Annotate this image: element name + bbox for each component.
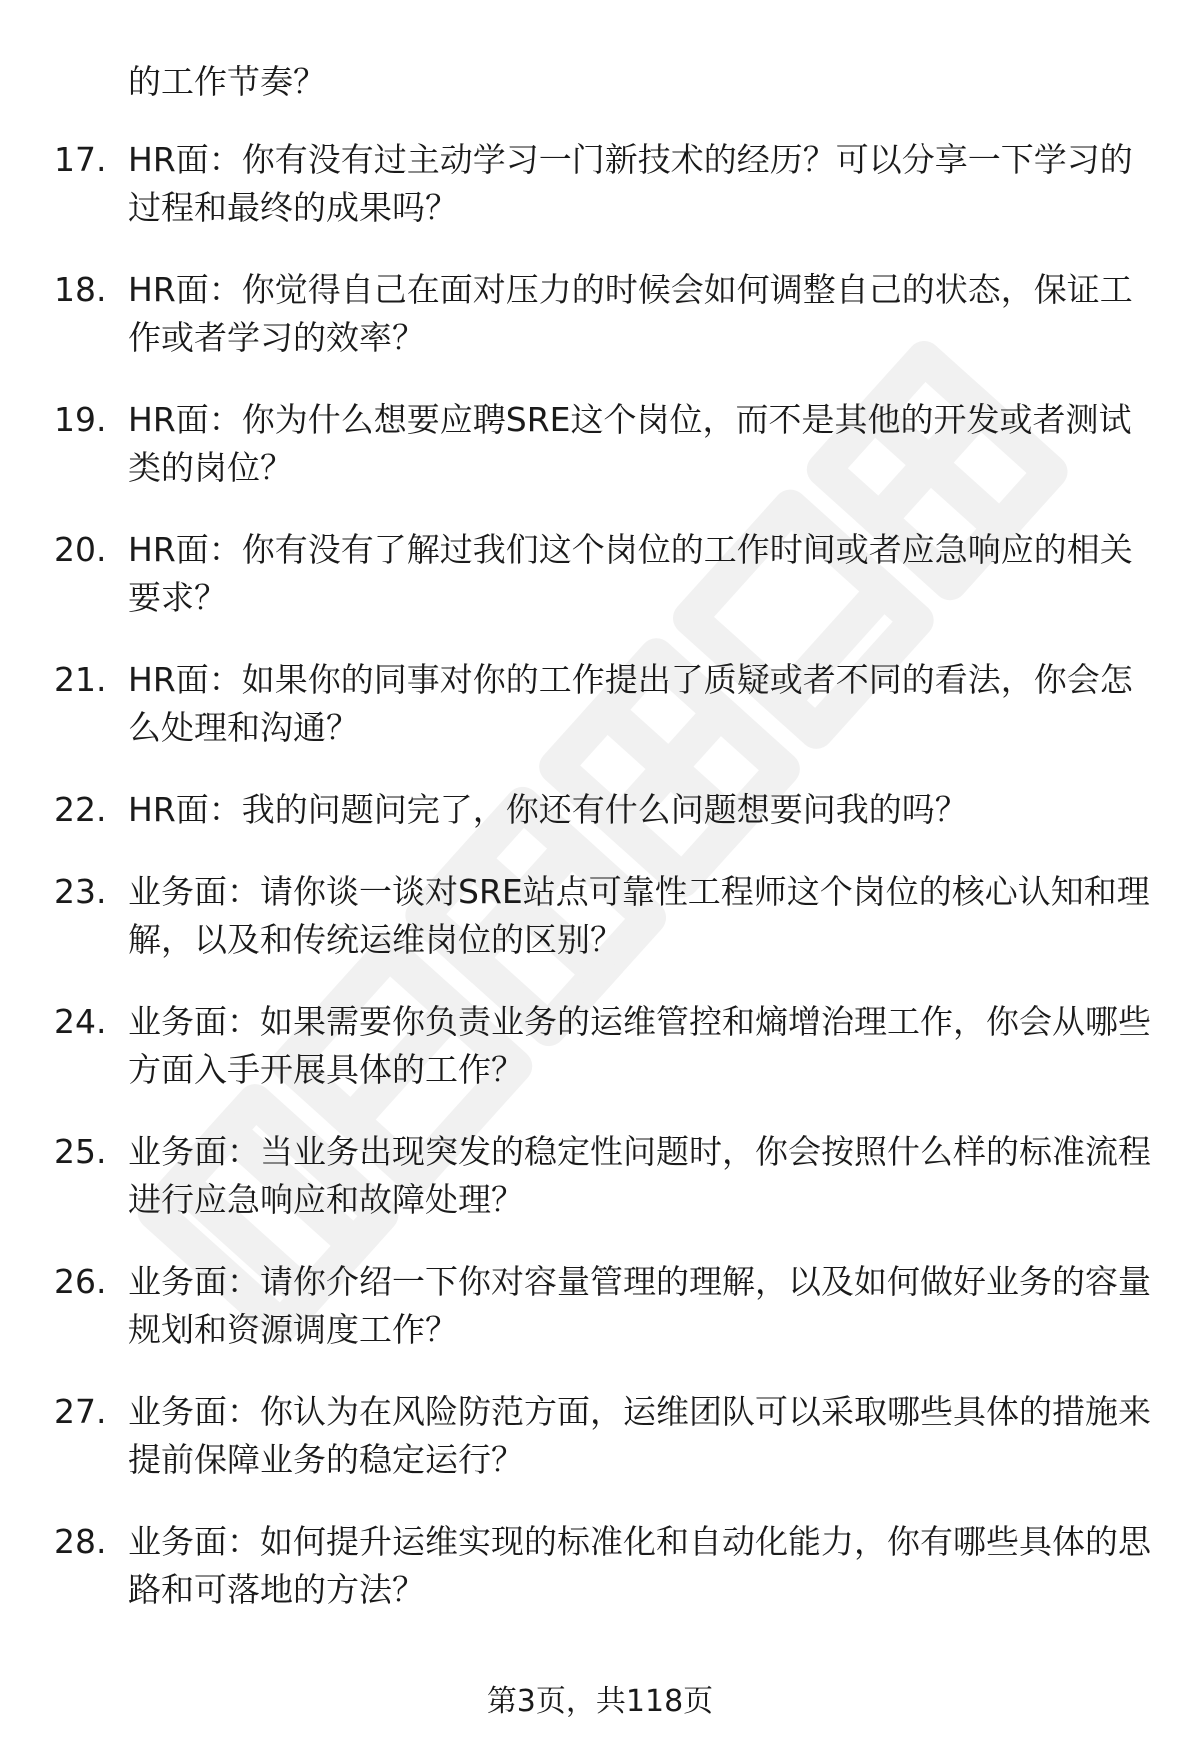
question-text: HR面：如果你的同事对你的工作提出了质疑或者不同的看法，你会怎么处理和沟通？ [128,660,1133,747]
question-number: 19. [54,400,107,439]
question-text: 业务面：如何提升运维实现的标准化和自动化能力，你有哪些具体的思路和可落地的方法？ [128,1522,1151,1609]
question-text: HR面：你为什么想要应聘SRE这个岗位，而不是其他的开发或者测试类的岗位？ [128,400,1132,487]
question-number: 21. [54,660,107,699]
page-footer: 第3页，共118页 [486,1684,714,1719]
question-number: 28. [54,1522,107,1561]
question-text: HR面：你觉得自己在面对压力的时候会如何调整自己的状态，保证工作或者学习的效率？ [128,270,1133,357]
question-number: 20. [54,530,107,569]
question-text: HR面：我的问题问完了，你还有什么问题想要问我的吗？ [128,790,968,829]
question-number: 27. [54,1392,107,1431]
question-number: 17. [54,140,107,179]
question-list [0,136,1200,1648]
question-text: 业务面：请你谈一谈对SRE站点可靠性工程师这个岗位的核心认知和理解，以及和传统运维岗位的区别？ [128,872,1150,959]
list-item [0,136,1200,232]
list-item [0,998,1200,1094]
question-text: 业务面：你认为在风险防范方面，运维团队可以采取哪些具体的措施来提前保障业务的稳定运行？ [128,1392,1151,1479]
question-number: 26. [54,1262,107,1301]
question-number: 22. [54,790,107,829]
question-number: 18. [54,270,107,309]
list-item [0,868,1200,964]
question-text: 业务面：如果需要你负责业务的运维管控和熵增治理工作，你会从哪些方面入手开展具体的工作？ [128,1002,1151,1089]
question-text: 业务面：请你介绍一下你对容量管理的理解，以及如何做好业务的容量规划和资源调度工作？ [128,1262,1151,1349]
list-item [0,786,1200,834]
list-item [0,266,1200,362]
list-item [0,1128,1200,1224]
continuation-text: 的工作节奏？ [128,62,326,101]
list-item [0,656,1200,752]
question-number: 25. [54,1132,107,1171]
list-item [0,1518,1200,1614]
question-text: 业务面：当业务出现突发的稳定性问题时，你会按照什么样的标准流程进行应急响应和故障处理？ [128,1132,1151,1219]
list-item [0,1258,1200,1354]
question-text: HR面：你有没有了解过我们这个岗位的工作时间或者应急响应的相关要求？ [128,530,1133,617]
list-item [0,1388,1200,1484]
list-item [0,526,1200,622]
question-number: 24. [54,1002,107,1041]
question-number: 23. [54,872,107,911]
list-item [0,396,1200,492]
question-text: HR面：你有没有过主动学习一门新技术的经历？可以分享一下学习的过程和最终的成果吗？ [128,140,1133,227]
